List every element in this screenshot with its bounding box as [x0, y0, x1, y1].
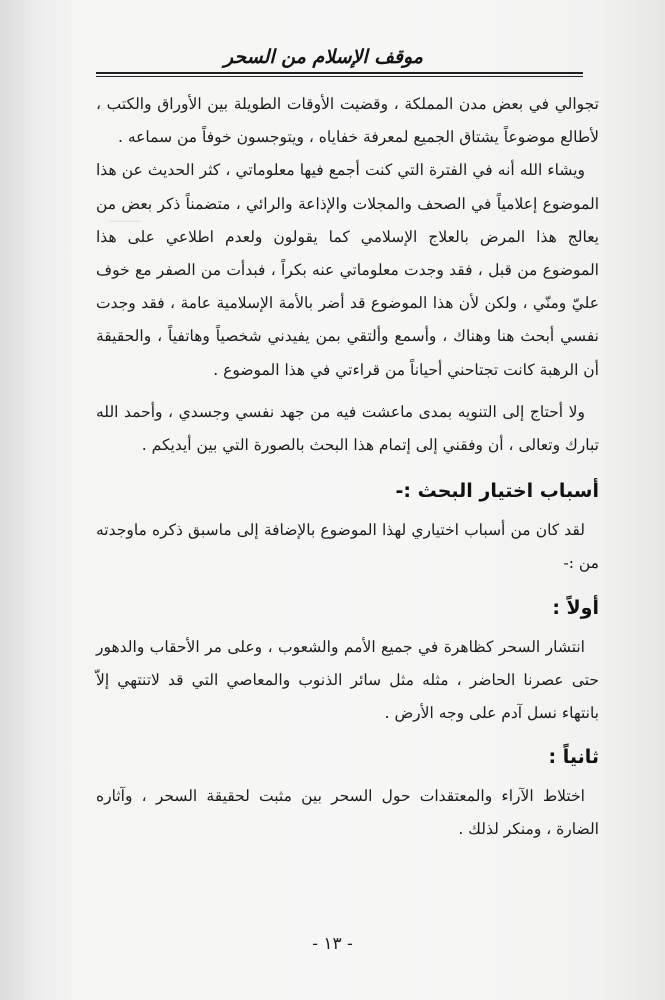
section-intro: لقد كان من أسباب اختياري لهذا الموضوع بالإضافة إلى ماسبق ذكره ماوجدته من :- — [96, 521, 599, 573]
reason-text-second: اختلاط الآراء والمعتقدات حول السحر بين مثبت لحقيقة السحر ، وآثاره الضارة ، ومنكر لذلك . — [96, 787, 599, 839]
paragraph: تجوالي في بعض مدن المملكة ، وقضيت الأوقات الطويلة بين الأوراق والكتب ، لأطالع موضوعاً يشتاق الجميع لمعرفة خفاياه ، ويتوجسون خوفاً من سماعه . — [96, 95, 599, 147]
header-rule-thin — [96, 76, 583, 77]
paragraph: ولا أحتاج إلى التنويه بمدى ماعشت فيه من جهد نفسي وجسدي ، وأحمد الله تبارك وتعالى ، أن وفقني إلى إتمام هذا البحث بالصورة التي بين أيديكم . — [96, 402, 599, 455]
paragraph: ويشاء الله أنه في الفترة التي كنت أجمع فيها معلوماتي ، كثر الحديث عن هذا الموضوع إعلامياً في الصحف والمجلات والإذاعة والرائي ، متضمناً ذكر بعض من يعالج هذا المرض بالعلاج الإسلامي كما يقولون ولعدم اطلاعي على هذا الموضوع من قبل ، فقد وجدت معلوماتي عنه بكراً ، فبدأت من الصفر مع خوف عليّ ومنّي ، ولكن لأن هذا الموضوع قد أضر بالأمة الإسلامية عامة ، فقد وجدت نفسي أبحث هنا وهناك ، وأسمع وألتقي بمن يفيدني شخصياً وهاتفياً ، والحقيقة أن الرهبة كانت تجتاحني أحياناً من قراءتي في هذا الموضوع . — [96, 161, 599, 379]
reason-heading-first: أولاً : — [552, 596, 599, 619]
reason-heading-second: ثانياً : — [548, 746, 599, 769]
page-body — [96, 88, 599, 847]
bleed-through-text: ـــــــ — [110, 208, 141, 226]
header-rule — [96, 72, 583, 74]
page-number: - ١٣ - — [312, 934, 353, 954]
running-title: موقف الإسلام من السحر — [223, 46, 423, 68]
reason-text-first: انتشار السحر كظاهرة في جميع الأمم والشعوب ، وعلى مر الأحقاب والدهور حتى عصرنا الحاضر ، مثله مثل سائر الذنوب والمعاصي التي قد لاتنتهي إلاّ بانتهاء نسل آدم على وجه الأرض . — [96, 637, 599, 723]
section-heading: أسباب اختيار البحث :- — [395, 480, 599, 503]
running-header — [96, 42, 583, 74]
